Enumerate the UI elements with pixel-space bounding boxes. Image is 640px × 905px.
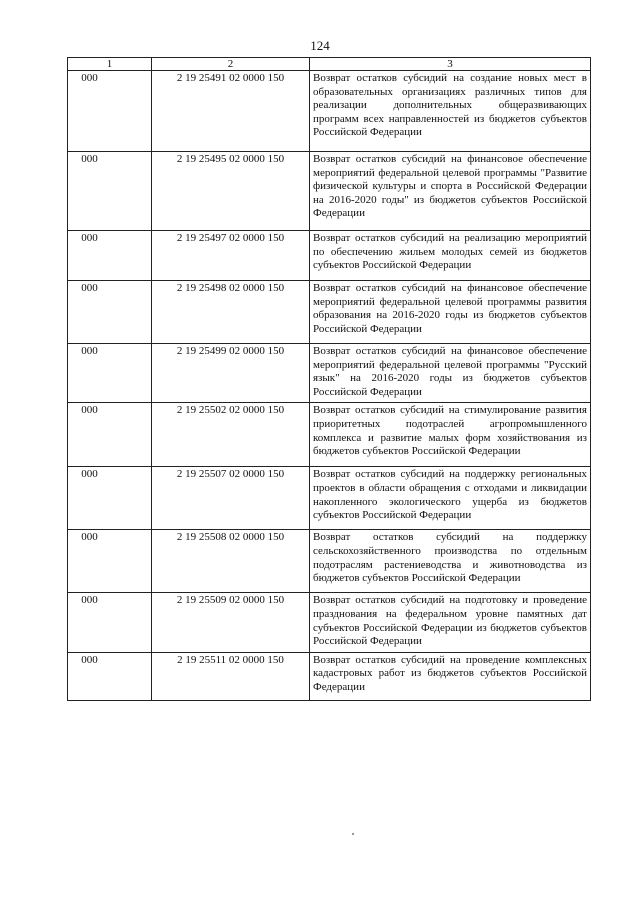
column-header-1: 1: [68, 58, 152, 71]
description-cell: Возврат остатков субсидий на реализацию мероприятий по обеспечению жильем молодых семей из бюджетов субъектов Российской Федерации: [310, 231, 591, 281]
description-cell: Возврат остатков субсидий на подготовку и проведение празднования на федеральном уровне памятных дат субъектов Российской Федерации из бюджетов субъектов Российской Федерации: [310, 593, 591, 652]
table-row: [68, 403, 591, 467]
admin-code-cell: 000: [68, 281, 152, 344]
column-header-2: 2: [152, 58, 310, 71]
column-header-3: 3: [310, 58, 591, 71]
budget-code-cell: 2 19 25511 02 0000 150: [152, 652, 310, 700]
table-row: [68, 593, 591, 652]
description-cell: Возврат остатков субсидий на поддержку региональных проектов в области обращения с отходами и ликвидации накопленного экологического ущерба из бюджетов субъектов Российской Федерации: [310, 467, 591, 530]
budget-code-cell: 2 19 25509 02 0000 150: [152, 593, 310, 652]
budget-code-cell: 2 19 25502 02 0000 150: [152, 403, 310, 467]
table-row: [68, 652, 591, 700]
admin-code-cell: 000: [68, 231, 152, 281]
description-cell: Возврат остатков субсидий на финансовое обеспечение мероприятий федеральной целевой программы "Развитие физической культуры и спорта в Российской Федерации на 2016-2020 годы" из бюджетов субъектов Российской Федерации: [310, 152, 591, 231]
admin-code-cell: 000: [68, 344, 152, 403]
table-row: [68, 231, 591, 281]
description-cell: Возврат остатков субсидий на поддержку сельскохозяйственного производства по отдельным подотраслям растениеводства и животноводства из бюджетов субъектов Российской Федерации: [310, 530, 591, 593]
table-row: [68, 281, 591, 344]
scan-speck: [352, 833, 354, 835]
description-cell: Возврат остатков субсидий на стимулирование развития приоритетных подотраслей агропромышленного комплекса и развитие малых форм хозяйствования из бюджетов субъектов Российской Федерации: [310, 403, 591, 467]
page-number: 124: [310, 38, 330, 53]
table-row: [68, 467, 591, 530]
budget-code-table: [67, 57, 591, 701]
table-row: [68, 152, 591, 231]
table-row: [68, 344, 591, 403]
admin-code-cell: 000: [68, 71, 152, 152]
budget-code-cell: 2 19 25507 02 0000 150: [152, 467, 310, 530]
description-cell: Возврат остатков субсидий на финансовое обеспечение мероприятий федеральной целевой программы "Русский язык" на 2016-2020 годы из бюджетов субъектов Российской Федерации: [310, 344, 591, 403]
table-row: [68, 530, 591, 593]
budget-code-cell: 2 19 25495 02 0000 150: [152, 152, 310, 231]
description-cell: Возврат остатков субсидий на создание новых мест в образовательных организациях различных типов для реализации дополнительных общеразвивающих программ всех направленностей из бюджетов субъектов Российской Федерации: [310, 71, 591, 152]
budget-code-cell: 2 19 25491 02 0000 150: [152, 71, 310, 152]
admin-code-cell: 000: [68, 403, 152, 467]
budget-code-cell: 2 19 25499 02 0000 150: [152, 344, 310, 403]
admin-code-cell: 000: [68, 467, 152, 530]
admin-code-cell: 000: [68, 593, 152, 652]
admin-code-cell: 000: [68, 530, 152, 593]
admin-code-cell: 000: [68, 652, 152, 700]
description-cell: Возврат остатков субсидий на проведение комплексных кадастровых работ из бюджетов субъектов Российской Федерации: [310, 652, 591, 700]
budget-code-cell: 2 19 25498 02 0000 150: [152, 281, 310, 344]
budget-code-cell: 2 19 25497 02 0000 150: [152, 231, 310, 281]
admin-code-cell: 000: [68, 152, 152, 231]
table-header-row: [68, 58, 591, 71]
description-cell: Возврат остатков субсидий на финансовое обеспечение мероприятий федеральной целевой программы развития образования на 2016-2020 годы из бюджетов субъектов Российской Федерации: [310, 281, 591, 344]
table-row: [68, 71, 591, 152]
budget-code-cell: 2 19 25508 02 0000 150: [152, 530, 310, 593]
